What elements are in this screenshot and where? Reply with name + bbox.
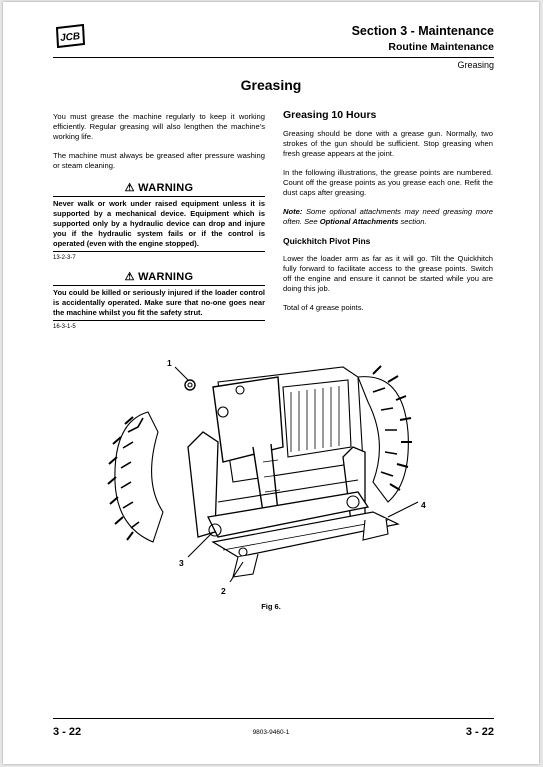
left-tyre — [108, 412, 163, 542]
quickhitch-heading: Quickhitch Pivot Pins — [283, 236, 371, 246]
page-number-left: 3 - 22 — [53, 726, 82, 738]
subsection-title: Routine Maintenance — [388, 41, 494, 53]
jcb-logo — [53, 24, 87, 48]
warning-ref-1: 13-2-3-7 — [53, 255, 76, 261]
callout-4: 4 — [421, 500, 426, 510]
page-title: Greasing — [240, 77, 302, 93]
warning-ref-2: 16-3-1-5 — [53, 324, 76, 330]
callout-line-4 — [388, 502, 418, 517]
warning-heading-2: ⚠ WARNING — [124, 271, 194, 283]
total-points-paragraph: Total of 4 grease points. — [283, 303, 364, 312]
washing-paragraph: The machine must always be greased after pressure washing or steam cleaning. — [53, 151, 265, 170]
footer-rule — [53, 718, 494, 719]
note-paragraph: Note: Some optional attachments may need greasing more often. See Optional Attachments section. — [283, 207, 493, 226]
grease-point-1-icon — [185, 380, 195, 390]
callout-2: 2 — [221, 586, 226, 596]
intro-paragraph: You must grease the machine regularly to keep it working efficiently. Regular greasing will also lengthen the machine's working life. — [53, 112, 265, 141]
callout-line-1 — [175, 367, 188, 380]
warning-box-1: Never walk or work under raised equipment unless it is supported by a mechanical device. Equipment which is supported only by a hydraulic device can drop and injure you if the hydraulic system fails or if the control is operated (even with the engine stopped). — [53, 196, 265, 252]
lower-loader-paragraph: Lower the loader arm as far as it will go. Tilt the Quickhitch fully forward to facilitate access to the grease points. Switch off the engine and ensure it cannot be started while you are doing this job. — [283, 254, 493, 293]
svg-text:JCB: JCB — [59, 30, 81, 45]
warning-heading-1: ⚠ WARNING — [124, 182, 194, 194]
topic-label: Greasing — [457, 60, 494, 70]
right-tyre — [358, 366, 412, 502]
greasing-10-hours-heading: Greasing 10 Hours — [283, 109, 377, 121]
callout-3: 3 — [179, 558, 184, 568]
header-rule — [53, 57, 494, 58]
optional-attachments-ref: Optional Attachments — [319, 217, 399, 226]
left-column — [53, 112, 265, 332]
warning-triangle-icon: ⚠ — [124, 271, 135, 283]
document-number: 9803-9460-1 — [252, 729, 290, 736]
warning-triangle-icon: ⚠ — [124, 182, 135, 194]
loader-arm — [213, 377, 283, 512]
callout-1: 1 — [167, 358, 172, 368]
figure-caption: Fig 6. — [261, 602, 281, 611]
grease-points-paragraph: In the following illustrations, the grease points are numbered. Count off the grease points as you grease each one. Refit the dust caps after greasing. — [283, 168, 493, 197]
grease-gun-paragraph: Greasing should be done with a grease gun. Normally, two strokes of the gun should be sufficient. Stop greasing when fresh grease appears at the joint. — [283, 129, 493, 158]
warning-box-2: You could be killed or seriously injured if the loader control is accidentally operated. Make sure that no-one goes near the machine whilst you fit the safety strut. — [53, 285, 265, 321]
quickhitch-illustration — [103, 352, 443, 602]
page-number-right: 3 - 22 — [465, 726, 494, 738]
right-column — [283, 110, 493, 313]
section-title: Section 3 - Maintenance — [351, 24, 494, 38]
manual-page — [3, 2, 539, 764]
